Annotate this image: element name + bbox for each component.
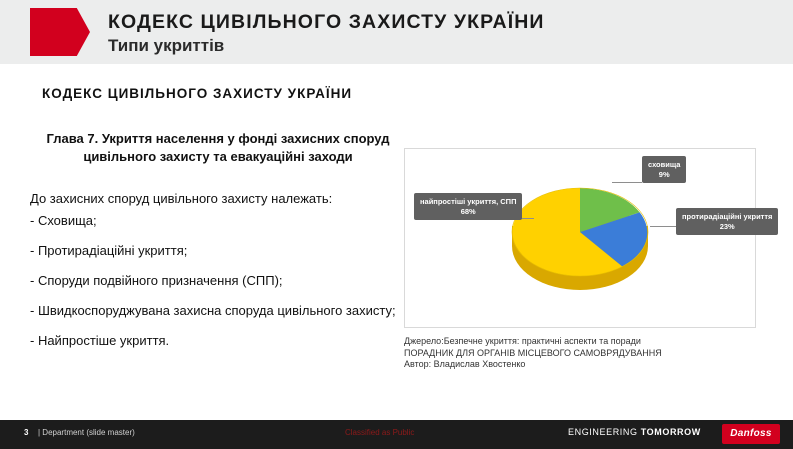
callout-leader-line — [612, 182, 642, 183]
list-item: - Сховища; — [30, 213, 97, 228]
lead-text: До захисних споруд цивільного захисту належать: — [30, 191, 333, 206]
callout-label: протирадіаційні укриття — [682, 212, 773, 221]
list-item: - Протирадіаційні укриття; — [30, 243, 188, 258]
source-line: Автор: Владислав Хвостенко — [404, 359, 526, 369]
callout-value: 23% — [719, 221, 735, 231]
header-text-block — [108, 10, 768, 57]
page-title: КОДЕКС ЦИВІЛЬНОГО ЗАХИСТУ УКРАЇНИ — [108, 11, 545, 33]
list-item: - Споруди подвійного призначення (СПП); — [30, 273, 283, 288]
callout-shelters — [642, 156, 686, 183]
chart-source — [404, 336, 774, 371]
source-line: ПОРАДНИК ДЛЯ ОРГАНІВ МІСЦЕВОГО САМОВРЯДУВАННЯ — [404, 347, 662, 358]
list-item: - Швидкоспоруджувана захисна споруда цивільного захисту; — [30, 303, 396, 318]
callout-simplest-shelters — [414, 193, 522, 220]
footer-department: | Department (slide master) — [38, 428, 135, 437]
page-subtitle: Типи укриттів — [108, 36, 225, 55]
callout-leader-line — [650, 226, 676, 227]
tagline-bold: TOMORROW — [640, 427, 701, 437]
tagline-light: ENGINEERING — [568, 427, 641, 437]
list-item: - Найпростіше укриття. — [30, 333, 170, 348]
source-line: Джерело:Безпечне укриття: практичні аспекти та поради — [404, 336, 641, 346]
page-number: 3 — [24, 428, 29, 437]
chapter-heading: Глава 7. Укриття населення у фонді захисних споруд цивільного захисту та евакуаційні заходи — [46, 131, 390, 164]
callout-value: 68% — [460, 206, 476, 216]
section-title: КОДЕКС ЦИВІЛЬНОГО ЗАХИСТУ УКРАЇНИ — [42, 86, 353, 101]
bullet-list — [30, 212, 420, 362]
header-accent-chevron — [30, 8, 90, 56]
classification-label: Classified as Public — [345, 428, 415, 437]
pie-svg — [500, 164, 660, 314]
callout-label: сховища — [648, 160, 681, 169]
callout-value: 9% — [658, 169, 670, 179]
pie-chart — [404, 148, 773, 328]
footer-tagline — [568, 427, 701, 437]
brand-logo: Danfoss — [722, 424, 780, 444]
slide-header — [0, 0, 793, 64]
slide-footer — [0, 420, 793, 449]
callout-antiradiation — [676, 208, 778, 235]
callout-label: найпростіші укриття, СПП — [420, 197, 517, 206]
pie-graphic — [500, 164, 660, 314]
